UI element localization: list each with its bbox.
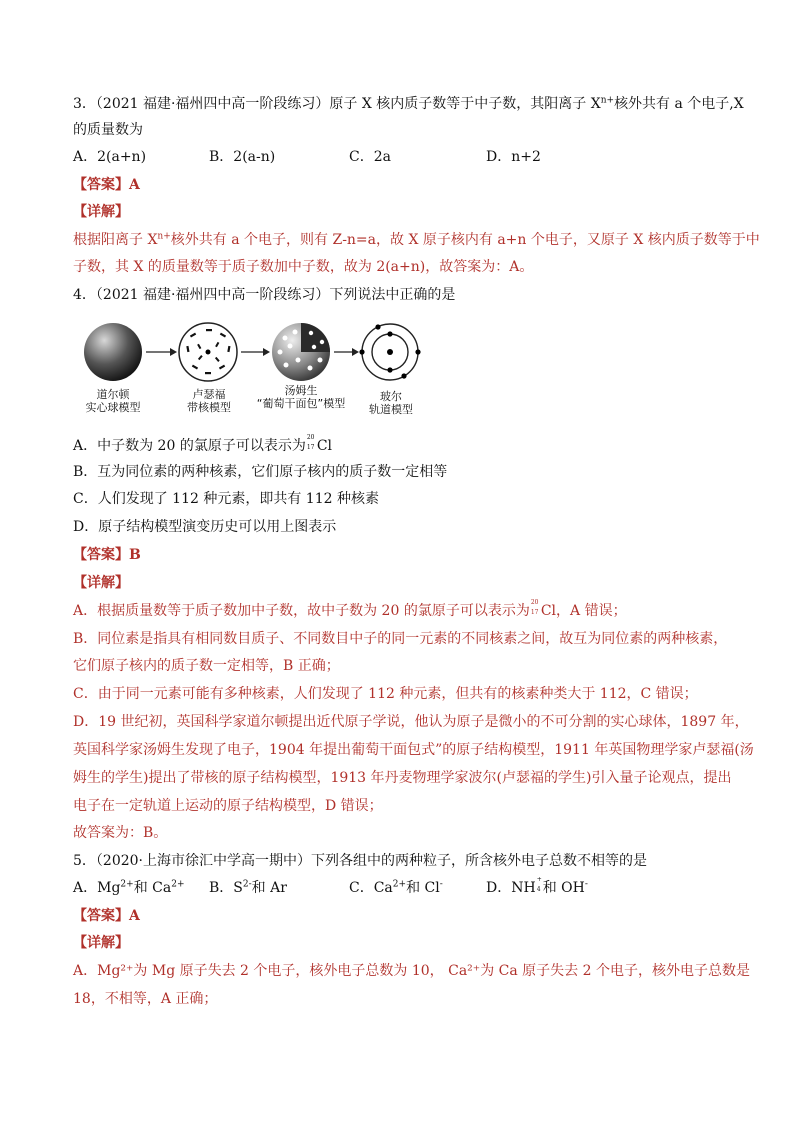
atomic-model-figure (82, 318, 422, 422)
q5-answer: 【答案】A (73, 908, 140, 924)
q4-conclusion: 故答案为：B。 (73, 825, 168, 841)
q4-explanation-a-text-2: ，A 错误； (556, 603, 627, 619)
q4-detail-heading: 【详解】 (73, 575, 129, 591)
q3-stem-line2: 的质量数为 (73, 122, 143, 138)
q4-explanation-d-3: 姆生的学生)提出了带核的原子结构模型，1913 年丹麦物理学家波尔(卢瑟福的学生)引入量子论观点，提出 (73, 770, 732, 786)
q5-stem: 5．（2020·上海市徐汇中学高一期中）下列各组中的两种粒子，所含核外电子总数不相等的是 (73, 853, 647, 869)
q3-explanation-charge: n+ (157, 231, 171, 242)
q5-option-a-text: A．Mg (73, 880, 121, 896)
nuclide-atomic-number-2: 17 (530, 609, 539, 616)
q5-option-d-text: D．NH (486, 880, 536, 896)
q5-option-a-charge-2: 2+ (171, 879, 185, 890)
ammonium-subscript: 4 (536, 886, 541, 893)
dalton-caption-model: 实心球模型 (85, 401, 141, 414)
nuclide-notation-2 (530, 599, 541, 616)
rutherford-caption-model: 带核模型 (187, 401, 231, 414)
q5-option-a (73, 878, 185, 898)
q4-explanation-b-1: B．同位素是指具有相同数目质子、不同数目中子的同一元素的不同核素之间，故互为同位素的两种核素， (73, 631, 728, 647)
q3-option-b: B．2(a-n) (209, 149, 276, 165)
q4-answer: 【答案】B (73, 547, 141, 563)
thomson-caption-model: “葡萄干面包”模型 (256, 397, 346, 410)
q5-option-c-text-2: 和 Cl (406, 880, 440, 896)
q5-explanation-1: A．Mg²⁺为 Mg 原子失去 2 个电子，核外电子总数为 10， Ca²⁺为 Ca 原子失去 2 个电子，核外电子总数是 (73, 963, 750, 979)
rutherford-caption (178, 388, 240, 414)
q4-option-c: C．人们发现了 112 种元素，即共有 112 种核素 (73, 491, 379, 507)
q3-option-d: D．n+2 (486, 149, 541, 165)
q5-explanation-2: 18，不相等，A 正确； (73, 991, 218, 1007)
q4-explanation-d-4: 电子在一定轨道上运动的原子结构模型，D 错误； (73, 798, 383, 814)
q3-option-a: A．2(a+n) (73, 149, 147, 165)
bohr-model-icon (359, 324, 420, 380)
thomson-caption (248, 384, 354, 410)
q3-stem-text-2: 核外共有 a 个电子,X (614, 96, 744, 112)
q5-option-c-charge-2: - (439, 879, 443, 890)
q5-option-c-text: C．Ca (349, 880, 393, 896)
nuclide-atomic-number: 17 (306, 444, 315, 451)
q3-explanation-2: 子数，其 X 的质量数等于质子数加中子数，故为 2(a+n)，故答案为：A。 (73, 259, 534, 275)
thomson-model-icon (272, 323, 330, 381)
q4-option-b: B．互为同位素的两种核素，它们原子核内的质子数一定相等 (73, 464, 448, 480)
q4-explanation-a (73, 601, 734, 621)
q5-option-d (486, 878, 588, 898)
q3-detail-heading: 【详解】 (73, 204, 129, 220)
q5-option-c (349, 878, 443, 898)
q5-option-c-charge: 2+ (392, 879, 407, 890)
ammonium-charge (536, 876, 543, 893)
nuclide-symbol-2: Cl (540, 603, 557, 619)
q3-explanation-1 (73, 230, 760, 250)
rutherford-caption-name: 卢瑟福 (192, 388, 226, 401)
q3-stem-charge: n+ (600, 95, 615, 106)
q5-option-b-text: B．S (209, 880, 243, 896)
q3-answer: 【答案】A (73, 177, 140, 193)
q4-explanation-d-2: 英国科学家汤姆生发现了电子，1904 年提出葡萄干面包式”的原子结构模型，1911 年英国物理学家卢瑟福(汤 (73, 742, 754, 758)
q5-option-a-charge: 2+ (120, 879, 134, 890)
rutherford-model-icon (179, 323, 237, 381)
q4-option-a (73, 436, 734, 456)
arrow-icon-3 (352, 348, 359, 356)
nuclide-notation (306, 434, 317, 451)
q5-option-b (209, 878, 287, 898)
ammonium-charge-sign: + (536, 876, 542, 883)
nuclide-mass-number: 20 (306, 434, 315, 441)
q4-stem: 4．（2021 福建·福州四中高一阶段练习）下列说法中正确的是 (73, 287, 456, 303)
q5-option-b-text-2: 和 Ar (251, 880, 287, 896)
q5-option-d-text-2: 和 OH (542, 880, 585, 896)
dalton-caption (82, 388, 144, 414)
q5-option-d-charge: - (584, 879, 588, 890)
q4-explanation-a-text: A．根据质量数等于质子数加中子数，故中子数为 20 的氯原子可以表示为 (73, 603, 530, 619)
arrow-icon (170, 348, 177, 356)
q3-explanation-text: 根据阳离子 X (73, 232, 158, 248)
q5-detail-heading: 【详解】 (73, 935, 129, 951)
q4-explanation-b-2: 它们原子核内的质子数一定相等，B 正确； (73, 658, 340, 674)
dalton-sphere-icon (84, 323, 142, 381)
dalton-caption-name: 道尔顿 (96, 388, 130, 401)
bohr-caption-name: 玻尔 (380, 390, 402, 403)
thomson-caption-name: 汤姆生 (284, 384, 318, 397)
q4-explanation-c: C．由于同一元素可能有多种核素，人们发现了 112 种元素，但共有的核素种类大于 112，C 错误； (73, 686, 698, 702)
nuclide-mass-number-2: 20 (530, 599, 539, 606)
q3-explanation-text-2: 核外共有 a 个电子，则有 Z-n=a，故 X 原子核内有 a+n 个电子，又原子 X 核内质子数等于中 (170, 232, 760, 248)
q4-option-d: D．原子结构模型演变历史可以用上图表示 (73, 519, 337, 535)
q3-stem (73, 94, 744, 114)
nuclide-symbol: Cl (316, 438, 333, 454)
q3-option-c: C．2a (349, 149, 391, 165)
q4-explanation-d-1: D．19 世纪初，英国科学家道尔顿提出近代原子学说，他认为原子是微小的不可分割的实心球体，1897 年， (73, 714, 749, 730)
arrow-icon-2 (263, 348, 270, 356)
q5-option-b-charge: 2- (242, 879, 252, 890)
q3-stem-text: 3．（2021 福建·福州四中高一阶段练习）原子 X 核内质子数等于中子数，其阳离子 X (73, 96, 601, 112)
q4-option-a-text: A．中子数为 20 的氯原子可以表示为 (73, 438, 306, 454)
q5-option-a-text-2: 和 Ca (133, 880, 172, 896)
bohr-caption (360, 390, 422, 416)
bohr-caption-model: 轨道模型 (369, 403, 413, 416)
